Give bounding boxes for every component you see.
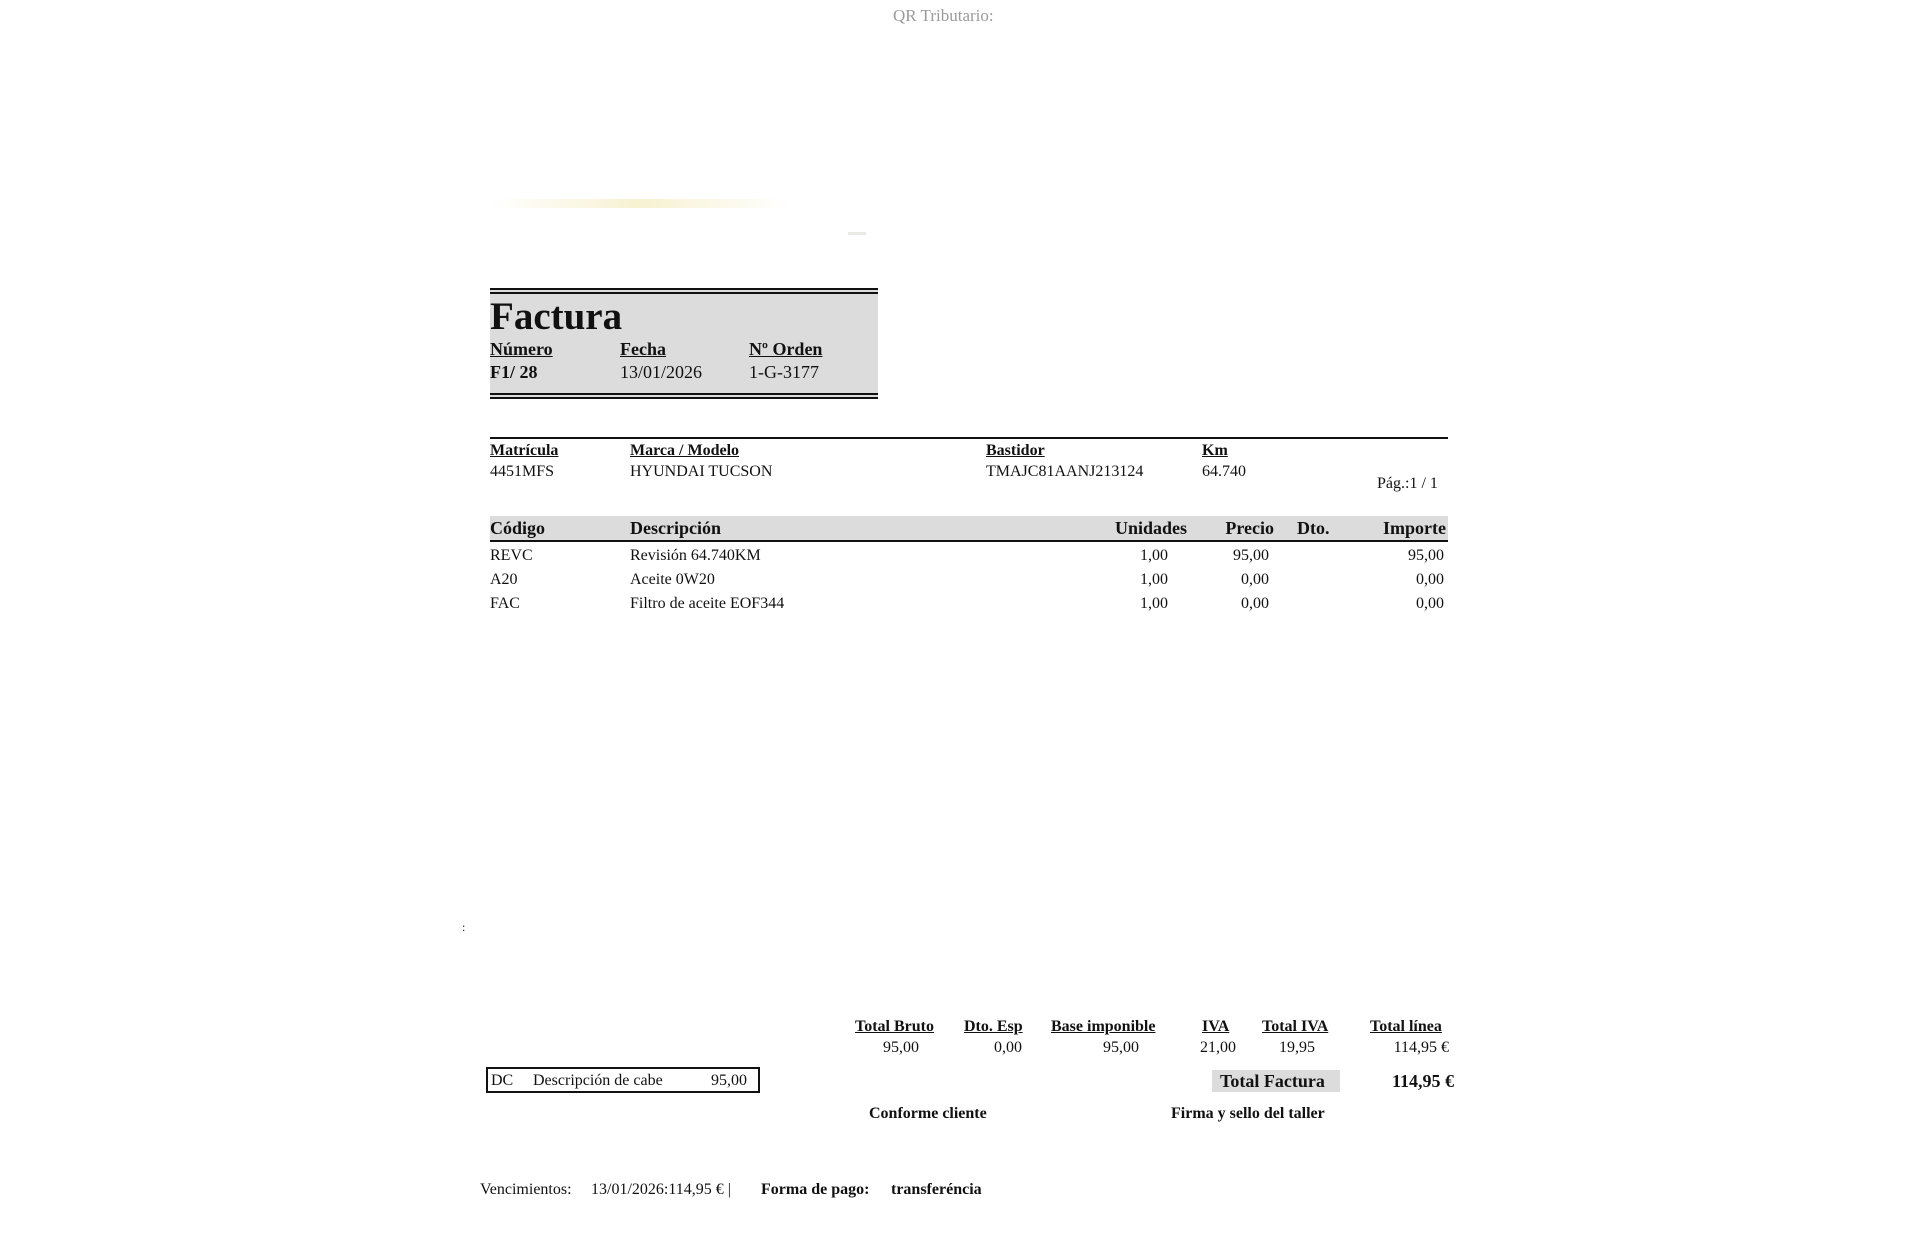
col-header-codigo: Código <box>490 518 546 538</box>
faded-header-band <box>490 199 790 208</box>
iva-value: 21,00 <box>1200 1039 1236 1056</box>
matricula-value: 4451MFS <box>490 463 555 480</box>
matricula-label: Matrícula <box>490 442 559 459</box>
row-codigo: A20 <box>490 571 518 588</box>
marca-modelo-value: HYUNDAI TUCSON <box>630 463 773 480</box>
base-imponible-label: Base imponible <box>1051 1018 1156 1035</box>
vehicle-top-rule <box>490 437 1448 439</box>
forma-pago-label: Forma de pago: <box>761 1181 870 1198</box>
total-bruto-value: 95,00 <box>883 1039 919 1056</box>
vencimientos-label: Vencimientos: <box>480 1181 572 1198</box>
invoice-box-bottom-rule <box>490 393 878 399</box>
col-header-unidades: Unidades <box>1114 518 1187 538</box>
row-descripcion: Revisión 64.740KM <box>630 547 761 564</box>
firma-taller-label: Firma y sello del taller <box>1171 1105 1325 1122</box>
col-header-descripcion: Descripción <box>630 518 721 538</box>
km-label: Km <box>1202 442 1228 459</box>
total-linea-label: Total línea <box>1370 1018 1442 1035</box>
fecha-value: 13/01/2026 <box>620 362 703 382</box>
orden-value: 1-G-3177 <box>749 362 819 382</box>
total-bruto-label: Total Bruto <box>855 1018 934 1035</box>
row-importe: 95,00 <box>1408 547 1444 564</box>
bastidor-value: TMAJC81AANJ213124 <box>986 463 1144 480</box>
row-importe: 0,00 <box>1416 571 1444 588</box>
orden-label: Nº Orden <box>749 339 823 359</box>
stray-mark: : <box>462 920 466 934</box>
row-descripcion: Aceite 0W20 <box>630 571 715 588</box>
row-codigo: FAC <box>490 595 520 612</box>
bastidor-label: Bastidor <box>986 442 1045 459</box>
faded-header-mark <box>848 232 866 235</box>
row-precio: 95,00 <box>1233 547 1269 564</box>
total-factura-value: 114,95 € <box>1391 1071 1454 1091</box>
row-unidades: 1,00 <box>1140 595 1168 612</box>
dto-esp-value: 0,00 <box>994 1039 1022 1056</box>
forma-pago-value: transferéncia <box>891 1181 982 1198</box>
total-iva-label: Total IVA <box>1262 1018 1329 1035</box>
base-imponible-value: 95,00 <box>1103 1039 1139 1056</box>
page-number: Pág.:1 / 1 <box>1377 475 1438 492</box>
marca-modelo-label: Marca / Modelo <box>630 442 740 459</box>
col-header-importe: Importe <box>1383 518 1446 538</box>
row-importe: 0,00 <box>1416 595 1444 612</box>
header-description-box <box>486 1067 760 1093</box>
fecha-label: Fecha <box>620 339 666 359</box>
row-descripcion: Filtro de aceite EOF344 <box>630 595 785 612</box>
numero-label: Número <box>490 339 553 359</box>
row-codigo: REVC <box>490 547 533 564</box>
iva-label: IVA <box>1202 1018 1230 1035</box>
qr-tributario-label: QR Tributario: <box>893 6 994 25</box>
total-factura-label: Total Factura <box>1220 1071 1325 1091</box>
side-code: DC <box>491 1072 514 1089</box>
vencimientos-value: 13/01/2026:114,95 € | <box>591 1181 731 1198</box>
side-amount: 95,00 <box>711 1072 747 1089</box>
row-unidades: 1,00 <box>1140 547 1168 564</box>
invoice-title: Factura <box>490 295 623 338</box>
total-linea-value: 114,95 € <box>1393 1039 1449 1056</box>
side-description: Descripción de cabe <box>533 1072 663 1089</box>
km-value: 64.740 <box>1202 463 1246 480</box>
row-precio: 0,00 <box>1241 595 1269 612</box>
col-header-precio: Precio <box>1225 518 1274 538</box>
col-header-dto: Dto. <box>1297 518 1330 538</box>
dto-esp-label: Dto. Esp <box>964 1018 1023 1035</box>
row-precio: 0,00 <box>1241 571 1269 588</box>
numero-value: F1/ 28 <box>490 362 538 382</box>
row-unidades: 1,00 <box>1140 571 1168 588</box>
total-iva-value: 19,95 <box>1279 1039 1315 1056</box>
conforme-cliente-label: Conforme cliente <box>869 1105 987 1122</box>
